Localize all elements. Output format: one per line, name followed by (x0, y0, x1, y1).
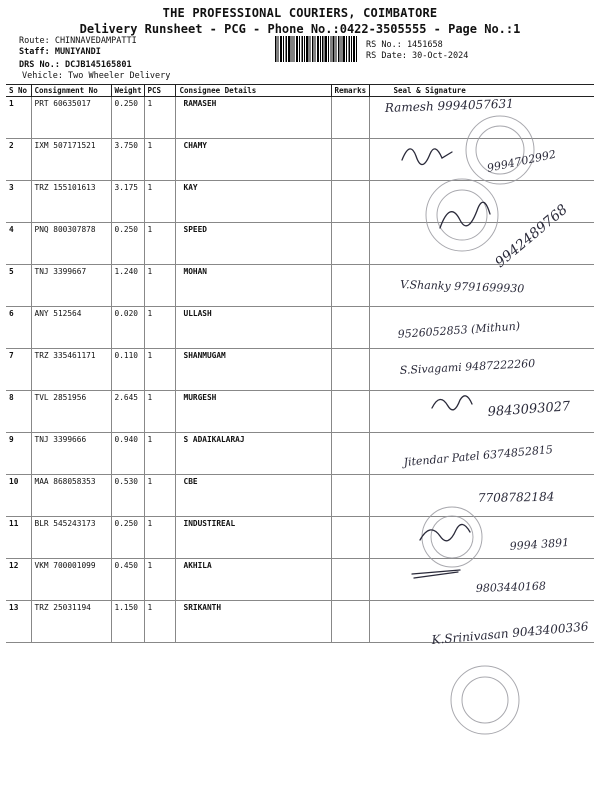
cell-remarks (331, 475, 369, 517)
cell-signature (369, 601, 594, 643)
cell-consignee: RAMASEH (175, 97, 331, 139)
table-row (6, 97, 594, 139)
cell-consignment: IXM 507171521 (31, 139, 111, 181)
runsheet-subtitle: Delivery Runsheet - PCG - Phone No.:0422-3505555 - Page No.:1 (79, 22, 521, 36)
cell-signature (369, 391, 594, 433)
table-row (6, 517, 594, 559)
table-row (6, 559, 594, 601)
handwritten-note: 9994702992 (485, 147, 558, 175)
table-row (6, 139, 594, 181)
cell-weight: 1.150 (111, 601, 144, 643)
cell-consignee: MOHAN (175, 265, 331, 307)
cell-consignee: SHANMUGAM (175, 349, 331, 391)
cell-weight: 0.020 (111, 307, 144, 349)
cell-sno: 2 (6, 139, 31, 181)
table-row (6, 601, 594, 643)
cell-pcs: 1 (144, 97, 175, 139)
cell-signature (369, 97, 594, 139)
cell-weight: 0.450 (111, 559, 144, 601)
cell-consignee: S ADAIKALARAJ (175, 433, 331, 475)
rs-number: RS No.: 1451658 (366, 40, 443, 50)
cell-signature (369, 433, 594, 475)
cell-consignment: TRZ 335461171 (31, 349, 111, 391)
handwritten-note: S.Sivagami 9487222260 (399, 356, 536, 377)
cell-weight: 0.940 (111, 433, 144, 475)
handwritten-note: 9843093027 (487, 399, 571, 420)
cell-sno: 1 (6, 97, 31, 139)
cell-signature (369, 265, 594, 307)
table-row (6, 433, 594, 475)
cell-pcs: 1 (144, 265, 175, 307)
cell-weight: 1.240 (111, 265, 144, 307)
cell-weight: 2.645 (111, 391, 144, 433)
col-header-consignment: Consignment No (31, 85, 111, 97)
cell-consignment: VKM 700001099 (31, 559, 111, 601)
cell-consignee: SPEED (175, 223, 331, 265)
cell-consignee: AKHILA (175, 559, 331, 601)
cell-remarks (331, 97, 369, 139)
cell-consignment: BLR 545243173 (31, 517, 111, 559)
vehicle-label: Vehicle: Two Wheeler Delivery (22, 71, 171, 81)
cell-consignment: ANY 512564 (31, 307, 111, 349)
cell-pcs: 1 (144, 559, 175, 601)
handwritten-note: 9942489768 (492, 201, 571, 272)
cell-signature (369, 475, 594, 517)
stamp-seal-icon (451, 666, 519, 734)
cell-sno: 5 (6, 265, 31, 307)
cell-consignment: TNJ 3399667 (31, 265, 111, 307)
col-header-weight: Weight (111, 85, 144, 97)
cell-remarks (331, 265, 369, 307)
table-row (6, 265, 594, 307)
cell-consignment: PRT 60635017 (31, 97, 111, 139)
col-header-pcs: PCS (144, 85, 175, 97)
runsheet-table (6, 84, 594, 643)
cell-remarks (331, 433, 369, 475)
table-row (6, 349, 594, 391)
col-header-signature: Seal & Signature (369, 85, 594, 97)
cell-pcs: 1 (144, 139, 175, 181)
cell-sno: 6 (6, 307, 31, 349)
cell-pcs: 1 (144, 433, 175, 475)
cell-sno: 3 (6, 181, 31, 223)
cell-sno: 11 (6, 517, 31, 559)
cell-signature (369, 223, 594, 265)
cell-consignment: TVL 2851956 (31, 391, 111, 433)
cell-weight: 3.750 (111, 139, 144, 181)
handwritten-note: 9803440168 (475, 579, 547, 595)
cell-remarks (331, 181, 369, 223)
cell-remarks (331, 391, 369, 433)
table-row (6, 475, 594, 517)
table-row (6, 223, 594, 265)
cell-sno: 13 (6, 601, 31, 643)
cell-consignee: ULLASH (175, 307, 331, 349)
cell-sno: 10 (6, 475, 31, 517)
runsheet-title: THE PROFESSIONAL COURIERS, COIMBATORE (162, 6, 438, 20)
cell-remarks (331, 139, 369, 181)
cell-pcs: 1 (144, 223, 175, 265)
handwritten-note: K.Srinivasan 9043400336 (431, 619, 589, 647)
cell-pcs: 1 (144, 475, 175, 517)
cell-signature (369, 517, 594, 559)
cell-pcs: 1 (144, 391, 175, 433)
handwritten-note: Ramesh 9994057631 (384, 96, 515, 115)
cell-pcs: 1 (144, 349, 175, 391)
cell-weight: 0.250 (111, 223, 144, 265)
cell-consignee: KAY (175, 181, 331, 223)
table-row (6, 307, 594, 349)
table-header-row (6, 85, 594, 97)
cell-consignee: INDUSTIREAL (175, 517, 331, 559)
handwritten-note: Jitendar Patel 6374852815 (403, 442, 554, 469)
cell-pcs: 1 (144, 601, 175, 643)
cell-consignment: PNQ 800307878 (31, 223, 111, 265)
handwritten-note: 9994 3891 (509, 535, 570, 553)
staff-label: Staff: MUNIYANDI (19, 47, 101, 57)
cell-signature (369, 349, 594, 391)
cell-remarks (331, 517, 369, 559)
cell-weight: 0.530 (111, 475, 144, 517)
col-header-remarks: Remarks (331, 85, 369, 97)
cell-consignee: SRIKANTH (175, 601, 331, 643)
cell-remarks (331, 601, 369, 643)
cell-pcs: 1 (144, 181, 175, 223)
cell-consignee: CHAMY (175, 139, 331, 181)
cell-signature (369, 307, 594, 349)
rs-date: RS Date: 30-Oct-2024 (366, 51, 469, 61)
cell-sno: 12 (6, 559, 31, 601)
cell-consignment: TRZ 155101613 (31, 181, 111, 223)
col-header-sno: S No (6, 85, 31, 97)
cell-sno: 4 (6, 223, 31, 265)
cell-signature (369, 181, 594, 223)
table-row (6, 181, 594, 223)
barcode-image (275, 36, 357, 62)
handwritten-note: 7708782184 (477, 489, 555, 505)
cell-pcs: 1 (144, 517, 175, 559)
cell-weight: 3.175 (111, 181, 144, 223)
cell-signature (369, 559, 594, 601)
cell-consignment: MAA 868058353 (31, 475, 111, 517)
cell-consignment: TRZ 25031194 (31, 601, 111, 643)
col-header-consignee: Consignee Details (175, 85, 331, 97)
cell-pcs: 1 (144, 307, 175, 349)
cell-remarks (331, 307, 369, 349)
cell-sno: 9 (6, 433, 31, 475)
table-row (6, 391, 594, 433)
cell-weight: 0.110 (111, 349, 144, 391)
cell-remarks (331, 349, 369, 391)
cell-weight: 0.250 (111, 97, 144, 139)
cell-consignment: TNJ 3399666 (31, 433, 111, 475)
cell-weight: 0.250 (111, 517, 144, 559)
cell-consignee: MURGESH (175, 391, 331, 433)
handwritten-note: 9526052853 (Mithun) (397, 319, 521, 341)
cell-signature (369, 139, 594, 181)
handwritten-note: V.Shanky 9791699930 (399, 278, 525, 296)
cell-sno: 8 (6, 391, 31, 433)
cell-remarks (331, 223, 369, 265)
cell-consignee: CBE (175, 475, 331, 517)
cell-remarks (331, 559, 369, 601)
route-label: Route: CHINNAVEDAMPATTI (19, 36, 137, 46)
cell-sno: 7 (6, 349, 31, 391)
drs-number: DRS No.: DCJB145165801 (19, 60, 132, 70)
